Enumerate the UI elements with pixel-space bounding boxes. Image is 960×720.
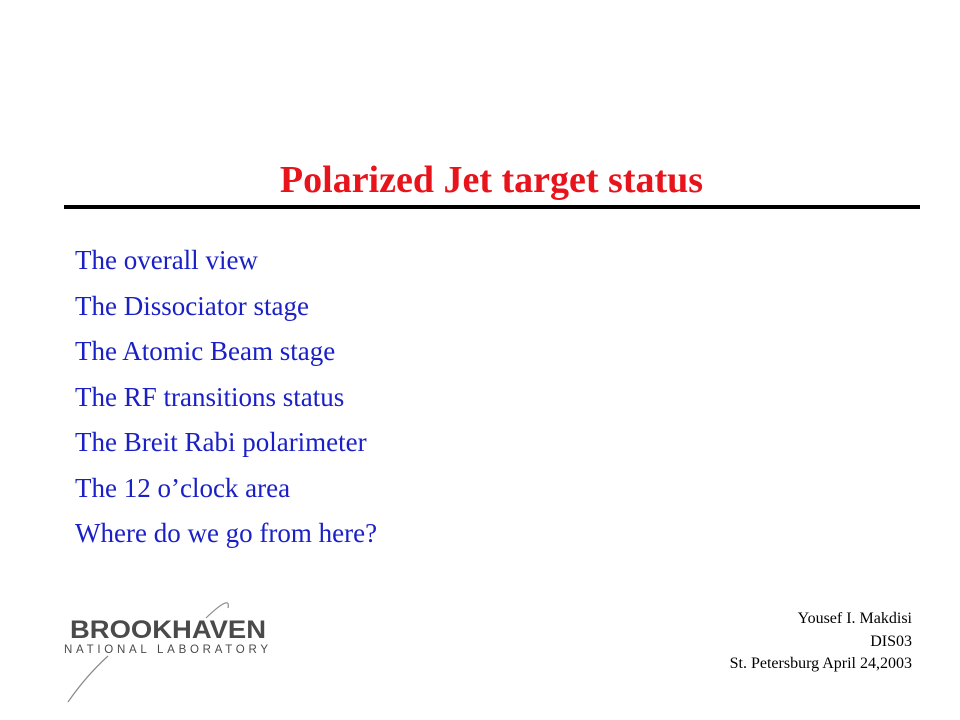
title-underline-rule: [64, 205, 920, 209]
credit-event: DIS03: [870, 632, 912, 650]
topic-item: The Atomic Beam stage: [75, 336, 336, 366]
slide-title: Polarized Jet target status: [279, 159, 704, 201]
topic-item: Where do we go from here?: [75, 518, 378, 548]
brookhaven-logo-graphic: [56, 596, 286, 706]
credits-block: [730, 608, 912, 676]
topic-item: The Dissociator stage: [75, 290, 309, 321]
topic-item: The 12 o’clock area: [75, 472, 291, 503]
logo-sub-line: NATIONAL LABORATORY: [64, 644, 268, 656]
topic-list: [75, 238, 377, 557]
credit-author: Yousef I. Makdisi: [797, 610, 912, 627]
topic-item: The overall view: [75, 245, 258, 275]
logo-swoosh-lower: [68, 656, 108, 702]
topic-item: The Breit Rabi polarimeter: [75, 427, 367, 457]
logo-name-line: BROOKHAVEN: [70, 616, 266, 644]
topic-item: The RF transitions status: [75, 381, 345, 412]
credit-place-date: St. Petersburg April 24,2003: [729, 655, 912, 672]
brookhaven-logo: [56, 596, 286, 706]
